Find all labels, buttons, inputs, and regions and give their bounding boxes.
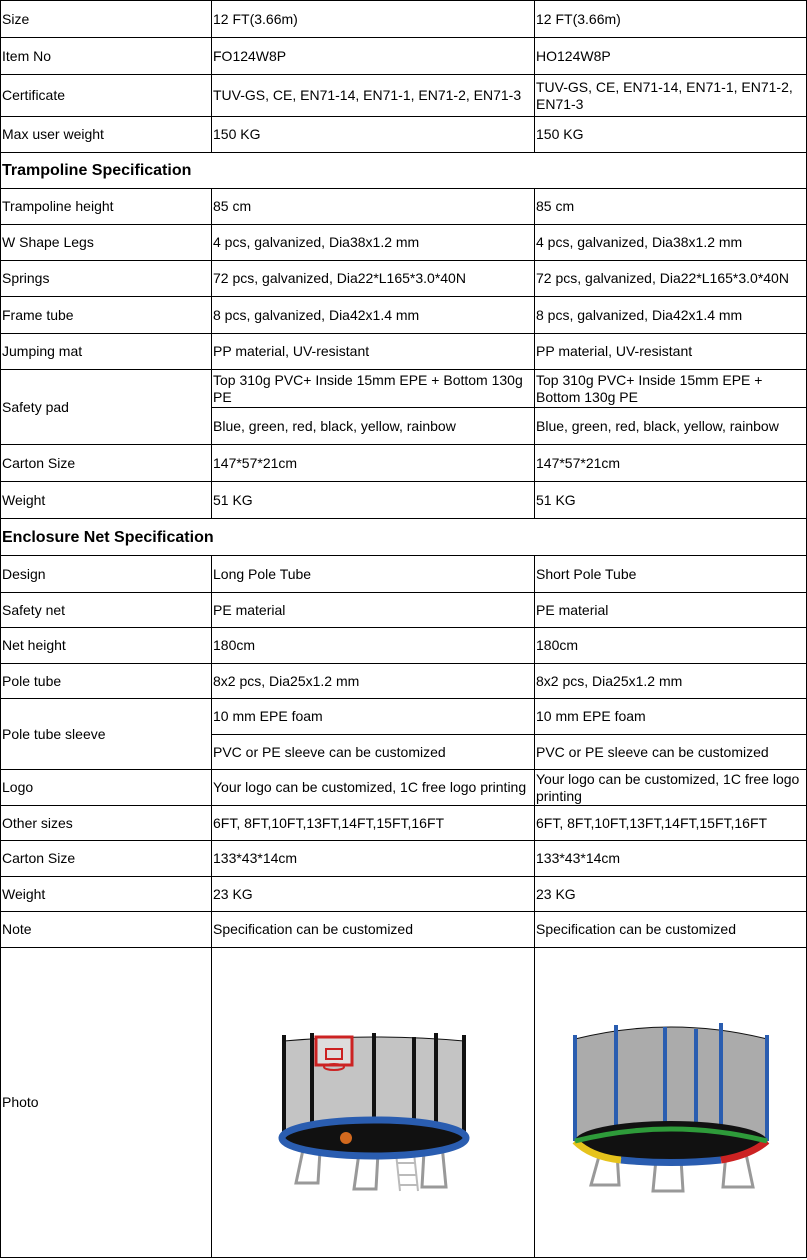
row-label: Springs (1, 261, 212, 297)
table-row (1, 841, 807, 877)
row-label: Logo (1, 770, 212, 806)
table-row (1, 806, 807, 841)
cell-a: Top 310g PVC+ Inside 15mm EPE + Bottom 130g PE (212, 370, 535, 408)
row-label: Design (1, 556, 212, 593)
table-row (1, 699, 807, 735)
cell-a: FO124W8P (212, 38, 535, 75)
table-row (1, 628, 807, 664)
cell-b: Your logo can be customized, 1C free logo printing (535, 770, 807, 806)
cell-a: Long Pole Tube (212, 556, 535, 593)
cell-b: 6FT, 8FT,10FT,13FT,14FT,15FT,16FT (535, 806, 807, 841)
table-row (1, 593, 807, 628)
cell-b: PP material, UV-resistant (535, 334, 807, 370)
photo-row (1, 948, 807, 1258)
cell-b: PVC or PE sleeve can be customized (535, 735, 807, 770)
cell-a: PP material, UV-resistant (212, 334, 535, 370)
table-row (1, 334, 807, 370)
table-row (1, 75, 807, 117)
table-row (1, 189, 807, 225)
table-row (1, 117, 807, 153)
cell-a: 51 KG (212, 482, 535, 519)
cell-a: 147*57*21cm (212, 445, 535, 482)
table-row (1, 1, 807, 38)
row-label: Pole tube (1, 664, 212, 699)
cell-a: 150 KG (212, 117, 535, 153)
cell-a: 180cm (212, 628, 535, 664)
cell-b: 23 KG (535, 877, 807, 912)
row-label: Safety pad (1, 370, 212, 445)
table-row (1, 912, 807, 948)
cell-b: Blue, green, red, black, yellow, rainbow (535, 408, 807, 445)
cell-b: PE material (535, 593, 807, 628)
row-label: Other sizes (1, 806, 212, 841)
cell-a: 6FT, 8FT,10FT,13FT,14FT,15FT,16FT (212, 806, 535, 841)
row-label: Safety net (1, 593, 212, 628)
cell-b: 147*57*21cm (535, 445, 807, 482)
cell-b: 51 KG (535, 482, 807, 519)
table-row (1, 482, 807, 519)
cell-a: PVC or PE sleeve can be customized (212, 735, 535, 770)
cell-a: 85 cm (212, 189, 535, 225)
row-label: W Shape Legs (1, 225, 212, 261)
photo-cell-b (535, 948, 807, 1258)
trampoline-long-pole-image (274, 1013, 474, 1193)
table-row (1, 877, 807, 912)
row-label: Size (1, 1, 212, 38)
table-row (1, 770, 807, 806)
section-row (1, 153, 807, 189)
photo-cell-a (212, 948, 535, 1258)
row-label: Photo (1, 948, 212, 1258)
cell-a: Blue, green, red, black, yellow, rainbow (212, 408, 535, 445)
cell-a: 12 FT(3.66m) (212, 1, 535, 38)
cell-b: Short Pole Tube (535, 556, 807, 593)
cell-b: 150 KG (535, 117, 807, 153)
cell-b: TUV-GS, CE, EN71-14, EN71-1, EN71-2, EN71-3 (535, 75, 807, 117)
cell-b: 72 pcs, galvanized, Dia22*L165*3.0*40N (535, 261, 807, 297)
row-label: Weight (1, 482, 212, 519)
table-row (1, 370, 807, 408)
table-row (1, 556, 807, 593)
cell-a: 72 pcs, galvanized, Dia22*L165*3.0*40N (212, 261, 535, 297)
cell-b: 4 pcs, galvanized, Dia38x1.2 mm (535, 225, 807, 261)
cell-a: 23 KG (212, 877, 535, 912)
cell-a: 8x2 pcs, Dia25x1.2 mm (212, 664, 535, 699)
cell-b: Specification can be customized (535, 912, 807, 948)
table-row (1, 261, 807, 297)
cell-b: 180cm (535, 628, 807, 664)
cell-a: 10 mm EPE foam (212, 699, 535, 735)
cell-b: 10 mm EPE foam (535, 699, 807, 735)
row-label: Frame tube (1, 297, 212, 334)
cell-a: 133*43*14cm (212, 841, 535, 877)
cell-b: HO124W8P (535, 38, 807, 75)
cell-a: Your logo can be customized, 1C free logo printing (212, 770, 535, 806)
cell-b: 85 cm (535, 189, 807, 225)
table-row (1, 297, 807, 334)
cell-a: Specification can be customized (212, 912, 535, 948)
row-label: Carton Size (1, 841, 212, 877)
cell-b: 8 pcs, galvanized, Dia42x1.4 mm (535, 297, 807, 334)
cell-b: 8x2 pcs, Dia25x1.2 mm (535, 664, 807, 699)
row-label: Jumping mat (1, 334, 212, 370)
section-heading-enclosure: Enclosure Net Specification (1, 519, 807, 556)
table-row (1, 445, 807, 482)
row-label: Max user weight (1, 117, 212, 153)
table-row (1, 38, 807, 75)
section-row (1, 519, 807, 556)
table-row (1, 225, 807, 261)
row-label: Pole tube sleeve (1, 699, 212, 770)
row-label: Note (1, 912, 212, 948)
row-label: Item No (1, 38, 212, 75)
cell-a: PE material (212, 593, 535, 628)
row-label: Weight (1, 877, 212, 912)
row-label: Trampoline height (1, 189, 212, 225)
cell-a: 8 pcs, galvanized, Dia42x1.4 mm (212, 297, 535, 334)
table-row (1, 664, 807, 699)
row-label: Certificate (1, 75, 212, 117)
cell-b: Top 310g PVC+ Inside 15mm EPE + Bottom 130g PE (535, 370, 807, 408)
row-label: Net height (1, 628, 212, 664)
row-label: Carton Size (1, 445, 212, 482)
cell-a: 4 pcs, galvanized, Dia38x1.2 mm (212, 225, 535, 261)
trampoline-short-pole-image (561, 1013, 781, 1193)
section-heading-trampoline: Trampoline Specification (1, 153, 807, 189)
cell-b: 12 FT(3.66m) (535, 1, 807, 38)
cell-a: TUV-GS, CE, EN71-14, EN71-1, EN71-2, EN71-3 (212, 75, 535, 117)
cell-b: 133*43*14cm (535, 841, 807, 877)
